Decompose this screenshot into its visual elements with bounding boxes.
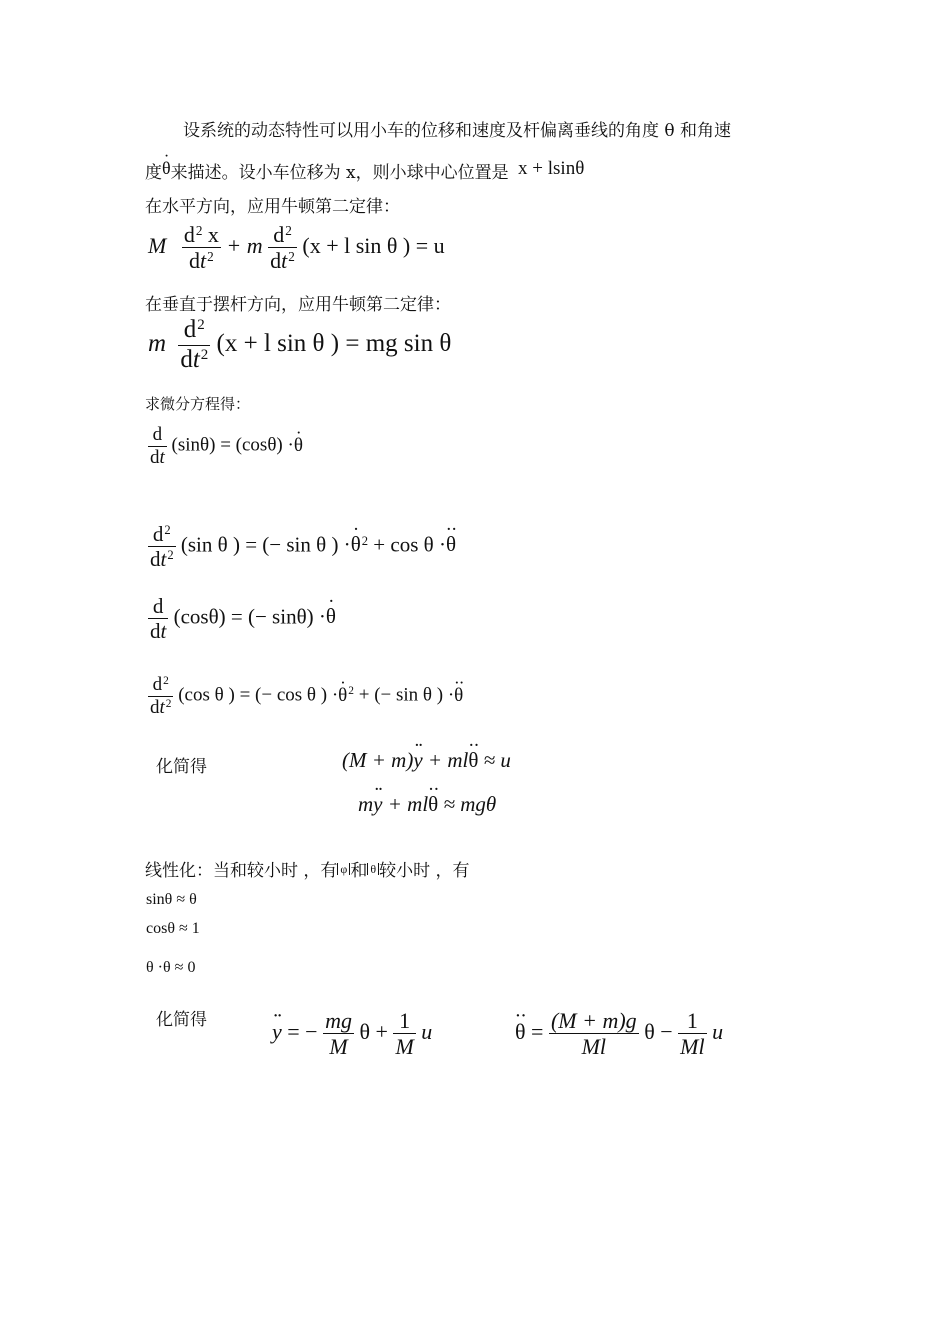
approx-product: θ ·θ ≈ 0: [146, 959, 196, 976]
theta-ddot: θ ··: [515, 1019, 526, 1045]
fraction-1-Ml: $\frac{1}{Ml}$: [680, 1008, 705, 1060]
fraction-mg-M: $\frac{mg}{M}$: [325, 1008, 352, 1060]
paren-expression: (x + l sin θ ) = u: [302, 232, 445, 258]
expression: (cosθ) = (− sinθ) ·: [173, 604, 326, 629]
expression: (sinθ) = (cosθ) ·: [171, 434, 294, 456]
abs-theta: θ: [367, 863, 379, 875]
paragraph-line-2: [145, 158, 584, 183]
equation-vertical: [148, 316, 451, 375]
mass-m: m: [148, 329, 167, 357]
theta-dot: θ ·: [326, 604, 336, 629]
theta-dot-symbol: θ ·: [162, 158, 171, 179]
theta-ddot: θ ··: [428, 792, 438, 817]
second-derivative-cos: $\frac{d^2}{dt^2}$ (cos θ ) = (− cos θ ) ·θ ·$^2$ + (− sin θ ) ·θ ··: [148, 674, 463, 719]
final-eq-y: y ·· = − $\frac{mg}{M}$ θ + $\frac{1}{M}$ u: [272, 1008, 432, 1060]
linearize-suffix: 较小时 ，有: [379, 861, 470, 881]
second-derivative: $\frac{d^2}{dt^2}$: [180, 316, 209, 373]
first-derivative: $\frac{d}{dt}$: [150, 424, 165, 468]
expression: (cos θ ) = (− cos θ ) ·: [178, 684, 339, 706]
fraction-Mmg-Ml: $\frac{(M + m)g}{Ml}$: [550, 1008, 637, 1060]
and-text: 和: [350, 861, 368, 881]
second-derivative-sin: $\frac{d^2}{dt^2}$ (sin θ ) = (− sin θ ) ·θ ·$^2$ + cos θ ·θ ··: [148, 522, 456, 571]
second-derivative-x: $\frac{d^2 x}{dt^2}$: [183, 222, 219, 274]
y-ddot: y ··: [413, 748, 422, 773]
derivative-sin: [148, 424, 303, 469]
final-eq-theta: θ ·· = $\frac{(M + m)g}{Ml}$ θ − $\frac{1}{Ml}$ u: [515, 1008, 723, 1060]
fraction-1-M: $\frac{1}{M}$: [395, 1008, 414, 1060]
derivative-heading: 求微分方程得：: [145, 395, 251, 413]
theta-dot: θ ·: [351, 532, 361, 557]
linearize-prefix: 线性化：当和较小时 ，有: [145, 861, 338, 881]
expression: (sin θ ) = (− sin θ ) ·: [180, 532, 351, 557]
expression-tail: + cos θ ·: [368, 532, 446, 557]
paren-expression: (x + l sin θ ) = mg sin θ: [216, 329, 452, 357]
second-derivative: $\frac{d^2}{dt^2}$: [270, 222, 295, 274]
theta-ddot: θ ··: [454, 685, 463, 707]
simplify-label-1: 化简得: [156, 757, 207, 777]
second-derivative: $\frac{d^2}{dt^2}$: [150, 674, 172, 718]
simplified-eq-1: (M + m)y ·· + mlθ ·· ≈ u: [342, 748, 511, 773]
abs-phi: φ: [337, 863, 350, 875]
text-prefix: 度: [145, 163, 162, 183]
mass-M: M: [148, 232, 167, 258]
horizontal-heading: 在水平方向，应用牛顿第二定律：: [145, 197, 400, 217]
theta-dot: θ ·: [338, 685, 347, 707]
ball-position-expr: x + lsinθ: [518, 158, 585, 179]
approx-cos: cosθ ≈ 1: [146, 920, 200, 937]
text-body: 来描述。设小车位移为 x，则小球中心位置是: [170, 163, 509, 183]
second-derivative: $\frac{d^2}{dt^2}$: [150, 522, 174, 572]
plus-m: + m: [226, 232, 263, 258]
y-ddot: y ··: [272, 1019, 282, 1045]
theta-ddot: θ ··: [446, 532, 456, 557]
paragraph-line-1: 设系统的动态特性可以用小车的位移和速度及杆偏离垂线的角度 θ 和角速: [183, 121, 732, 141]
approx-sin: sinθ ≈ θ: [146, 891, 197, 908]
theta-ddot: θ ··: [468, 748, 478, 773]
equation-horizontal: [148, 222, 445, 274]
vertical-heading: 在垂直于摆杆方向，应用牛顿第二定律：: [145, 295, 451, 315]
expression-tail: + (− sin θ ) ·: [353, 684, 455, 706]
y-ddot: y ··: [373, 792, 382, 817]
first-derivative: $\frac{d}{dt}$: [150, 594, 167, 644]
simplified-eq-2: my ·· + mlθ ·· ≈ mgθ: [358, 792, 496, 817]
derivative-cos: [148, 594, 336, 643]
theta-dot: θ ·: [294, 435, 303, 457]
linearize-line: [145, 856, 470, 881]
simplify-label-2: 化简得: [156, 1010, 207, 1030]
